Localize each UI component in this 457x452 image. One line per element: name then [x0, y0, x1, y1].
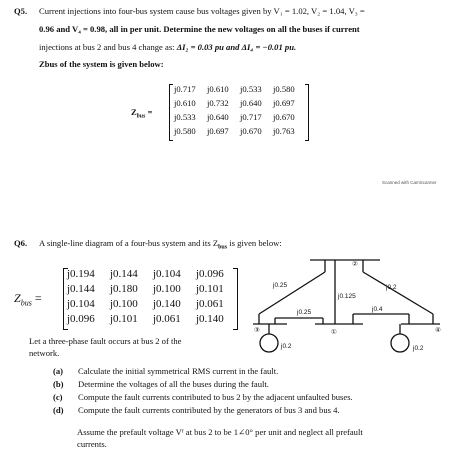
- q6-cell: j0.101: [110, 313, 138, 325]
- q5-cell: j0.697: [207, 126, 229, 136]
- q5-cell: j0.533: [174, 112, 196, 122]
- q5-text-line1: Current injections into four-bus system cause bus voltages given by V₁ = 1.02, V₂ = 1.04, V₃ =: [39, 6, 365, 16]
- single-line-diagram: [245, 252, 457, 364]
- q6-cell: j0.144: [110, 268, 138, 280]
- generator-4-impedance: j0.2: [413, 345, 424, 352]
- list-item: (d) Compute the fault currents contributed by the generators of bus 3 and bus 4.: [53, 405, 340, 415]
- impedance-left-top: j0.25: [273, 282, 288, 289]
- impedance-right-low: j0.4: [372, 306, 383, 313]
- q6-intro-end: is given below:: [227, 238, 282, 248]
- q5-cell: j0.640: [207, 112, 229, 122]
- list-item: (a) Calculate the initial symmetrical RMS current in the fault.: [53, 366, 279, 376]
- bus-1-label: ①: [331, 329, 337, 336]
- generator-3-impedance: j0.2: [281, 343, 292, 350]
- q5-cell: j0.670: [240, 126, 262, 136]
- q5-zbus-sub: bus: [136, 113, 146, 120]
- q6-cell: j0.061: [153, 313, 181, 325]
- q5-cell: j0.717: [240, 112, 262, 122]
- scanned-watermark: Scanned with CamScanner: [382, 180, 437, 185]
- q6-intro: [39, 238, 282, 251]
- q5-matrix-left-bracket: [169, 84, 173, 141]
- list-item: (c) Compute the fault currents contributed to bus 2 by the adjacent unfaulted buses.: [53, 392, 353, 402]
- q6-cell: j0.101: [196, 283, 224, 295]
- q5-delta-equation: ΔI₂ = 0.03 pu and ΔI₄ = −0.01 pu.: [176, 42, 297, 52]
- q6-fault-line2: network.: [29, 348, 60, 358]
- q6-cell: j0.096: [67, 313, 95, 325]
- q6-cell: j0.194: [67, 268, 95, 280]
- q6-zbus-matrix: [67, 268, 238, 328]
- generator-4-icon: [391, 334, 409, 352]
- impedance-right-top: j0.2: [386, 284, 397, 291]
- q5-zbus-eq: =: [147, 107, 153, 117]
- q6-cell: j0.104: [67, 298, 95, 310]
- generator-3-icon: [260, 334, 278, 352]
- q5-cell: j0.732: [207, 98, 229, 108]
- q6-zbus-label: [14, 291, 42, 307]
- q5-zbus-caption: Zbus of the system is given below:: [39, 59, 164, 69]
- q5-text-line3: [39, 42, 296, 52]
- q6-cell: j0.096: [196, 268, 224, 280]
- q6-cell: j0.100: [153, 283, 181, 295]
- q6-assume-line2: currents.: [77, 439, 107, 449]
- q5-cell: j0.697: [273, 98, 295, 108]
- q5-number: Q5.: [14, 6, 28, 16]
- bus-3-label: ③: [254, 327, 260, 334]
- q6-cell: j0.180: [110, 283, 138, 295]
- q5-zbus-z: Z: [131, 107, 137, 117]
- q5-cell: j0.610: [174, 98, 196, 108]
- q6-cell: j0.140: [153, 298, 181, 310]
- q6-assume-line1: Assume the prefault voltage Vᶠ at bus 2 to be 1∠0° per unit and neglect all prefault: [77, 427, 363, 437]
- bus-4-label: ④: [435, 327, 441, 334]
- impedance-left-low: j0.25: [297, 309, 312, 316]
- q5-cell: j0.670: [273, 112, 295, 122]
- q6-cell: j0.140: [196, 313, 224, 325]
- q6-cell: j0.100: [110, 298, 138, 310]
- q5-zbus-matrix: [174, 84, 306, 140]
- q5-zbus-label: [131, 107, 152, 120]
- q6-number: Q6.: [14, 238, 28, 248]
- q5-cell: j0.763: [273, 126, 295, 136]
- q6-zbus-z: Z: [14, 291, 21, 305]
- q6-intro-sub: bus: [218, 244, 228, 251]
- q6-fault-line1: Let a three-phase fault occurs at bus 2 of the: [29, 336, 182, 346]
- q6-cell: j0.104: [153, 268, 181, 280]
- q5-cell: j0.640: [240, 98, 262, 108]
- q6-cell: j0.144: [67, 283, 95, 295]
- q5-text-line2: 0.96 and V₄ = 0.98, all in per unit. Determine the new voltages on all the buses if current: [39, 24, 360, 34]
- q5-cell: j0.580: [273, 84, 295, 94]
- q5-cell: j0.717: [174, 84, 196, 94]
- q6-zbus-sub: bus: [20, 298, 32, 308]
- q6-cell: j0.061: [196, 298, 224, 310]
- q5-cell: j0.610: [207, 84, 229, 94]
- q6-zbus-eq: =: [34, 291, 42, 305]
- bus-2-label: ②: [352, 261, 358, 268]
- list-item: (b) Determine the voltages of all the buses during the fault.: [53, 379, 269, 389]
- q5-cell: j0.580: [174, 126, 196, 136]
- q5-text-line3-a: injections at bus 2 and bus 4 change as:: [39, 42, 177, 52]
- q6-intro-text: A single-line diagram of a four-bus system and its Z: [39, 238, 219, 248]
- impedance-mid: j0.125: [338, 293, 356, 300]
- q5-cell: j0.533: [240, 84, 262, 94]
